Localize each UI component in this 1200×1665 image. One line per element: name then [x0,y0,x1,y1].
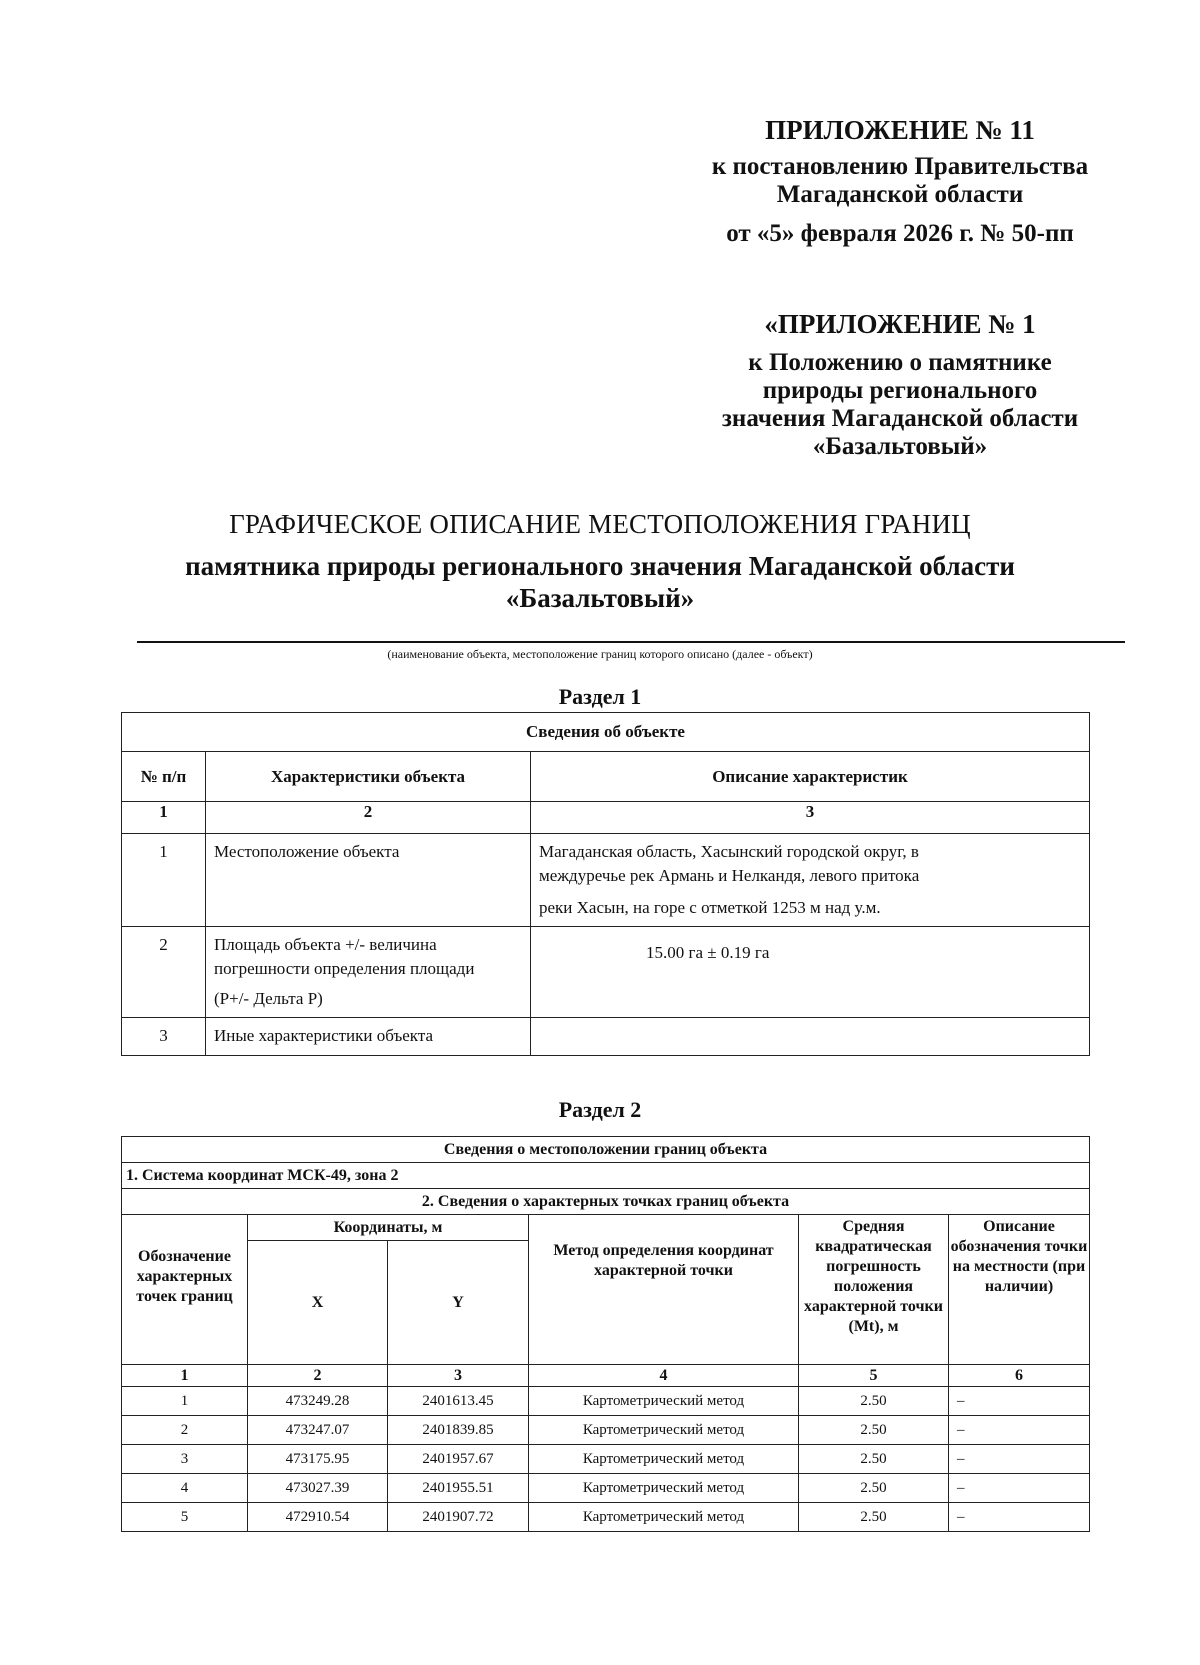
point-x: 473247.07 [248,1416,388,1445]
area-label-line-2: погрешности определения площади [214,959,475,978]
point-y: 2401957.67 [388,1445,529,1474]
col-header-method: Метод определения координат характерной точки [529,1215,799,1365]
annex-line-2: природы регионального [762,377,1038,404]
col-header-designation: Обозначение характерных точек границ [122,1215,248,1365]
annex-title: «ПРИЛОЖЕНИЕ № 1 [764,309,1036,339]
table-row [122,927,1090,1018]
point-description: – [949,1503,1090,1532]
point-method: Картометрический метод [529,1503,799,1532]
point-description: – [949,1416,1090,1445]
annex-reference [600,349,1200,461]
table-row [122,834,1090,927]
row-number: 3 [122,1018,206,1056]
point-number: 4 [122,1474,248,1503]
col-header-description: Описание характеристик [531,752,1090,802]
col-header-error: Средняя квадратическая погрешность положения характерной точки (Mt), м [799,1215,949,1365]
col-number-5: 5 [799,1365,949,1387]
object-name-line-1: памятника природы регионального значения Магаданской области [185,551,1015,581]
point-y: 2401613.45 [388,1387,529,1416]
col-number-4: 4 [529,1365,799,1387]
point-error: 2.50 [799,1445,949,1474]
point-method: Картометрический метод [529,1474,799,1503]
table-row [122,1474,1090,1503]
boundary-points-table [121,1136,1090,1532]
col-header-number: № п/п [122,752,206,802]
point-method: Картометрический метод [529,1445,799,1474]
object-caption: (наименование объекта, местоположение границ которого описано (далее - объект) [387,647,813,661]
area-label-line-1: Площадь объекта +/- величина [214,935,437,954]
col-header-y: Y [388,1241,529,1365]
row-number: 2 [122,927,206,1018]
table-row [122,1503,1090,1532]
col-number-1: 1 [122,1365,248,1387]
col-number-3: 3 [388,1365,529,1387]
characteristic-name: Местоположение объекта [206,834,531,927]
point-y: 2401955.51 [388,1474,529,1503]
area-label-line-3: (Р+/- Дельта Р) [214,989,323,1008]
section-2-title: Раздел 2 [558,1097,642,1122]
characteristic-name: Иные характеристики объекта [206,1018,531,1056]
annex-line-3: значения Магаданской области [721,405,1079,432]
point-description: – [949,1474,1090,1503]
col-number-6: 6 [949,1365,1090,1387]
col-header-x: X [248,1241,388,1365]
appendix-header [600,113,1200,147]
table-row [122,1445,1090,1474]
decree-line-1: к постановлению Правительства [711,153,1089,180]
points-heading: 2. Сведения о характерных точках границ объекта [122,1189,1090,1215]
decree-reference [600,153,1200,209]
point-number: 3 [122,1445,248,1474]
point-description: – [949,1387,1090,1416]
point-error: 2.50 [799,1474,949,1503]
table-row [122,1416,1090,1445]
point-method: Картометрический метод [529,1387,799,1416]
coordinate-system-label: 1. Система координат МСК-49, зона 2 [126,1166,399,1184]
col-header-characteristic: Характеристики объекта [206,752,531,802]
characteristic-name [206,927,531,1018]
point-x: 473175.95 [248,1445,388,1474]
object-name [100,550,1100,614]
point-x: 472910.54 [248,1503,388,1532]
title-underline [137,641,1125,643]
decree-line-2: Магаданской области [776,181,1024,208]
point-description: – [949,1445,1090,1474]
point-x: 473249.28 [248,1387,388,1416]
annex-line-4: «Базальтовый» [812,433,988,460]
annex-line-1: к Положению о памятнике [748,349,1052,376]
point-number: 2 [122,1416,248,1445]
decree-date-block [600,220,1200,248]
decree-date: от «5» февраля 2026 г. № 50-пп [726,220,1074,247]
characteristic-value [531,1018,1090,1056]
row-number: 1 [122,834,206,927]
point-method: Картометрический метод [529,1416,799,1445]
point-number: 1 [122,1387,248,1416]
col-header-point-description: Описание обозначения точки на местности (при наличии) [949,1215,1090,1365]
col-number-1: 1 [122,802,206,834]
object-info-heading: Сведения об объекте [122,713,1090,752]
area-value: 15.00 га ± 0.19 га [531,927,1090,1018]
point-error: 2.50 [799,1416,949,1445]
appendix-title: ПРИЛОЖЕНИЕ № 11 [765,115,1035,145]
point-error: 2.50 [799,1387,949,1416]
col-number-2: 2 [248,1365,388,1387]
point-error: 2.50 [799,1503,949,1532]
annex-header [600,307,1200,341]
location-line-2: междуречье рек Армань и Нелкандя, левого притока [539,866,920,885]
point-number: 5 [122,1503,248,1532]
point-y: 2401907.72 [388,1503,529,1532]
characteristic-value [531,834,1090,927]
location-line-3: реки Хасын, на горе с отметкой 1253 м над у.м. [539,898,881,917]
document-title: ГРАФИЧЕСКОЕ ОПИСАНИЕ МЕСТОПОЛОЖЕНИЯ ГРАНИЦ [229,509,971,539]
col-number-2: 2 [206,802,531,834]
col-header-coordinates: Координаты, м [248,1215,529,1241]
point-x: 473027.39 [248,1474,388,1503]
col-number-3: 3 [531,802,1090,834]
point-y: 2401839.85 [388,1416,529,1445]
location-line-1: Магаданская область, Хасынский городской округ, в [539,842,919,861]
coordinate-system [122,1163,1090,1189]
object-name-line-2: «Базальтовый» [505,583,695,613]
boundary-info-heading: Сведения о местоположении границ объекта [122,1137,1090,1163]
table-row [122,1387,1090,1416]
section-1-title: Раздел 1 [558,684,642,709]
table-row [122,1018,1090,1056]
object-info-table [121,712,1090,1056]
